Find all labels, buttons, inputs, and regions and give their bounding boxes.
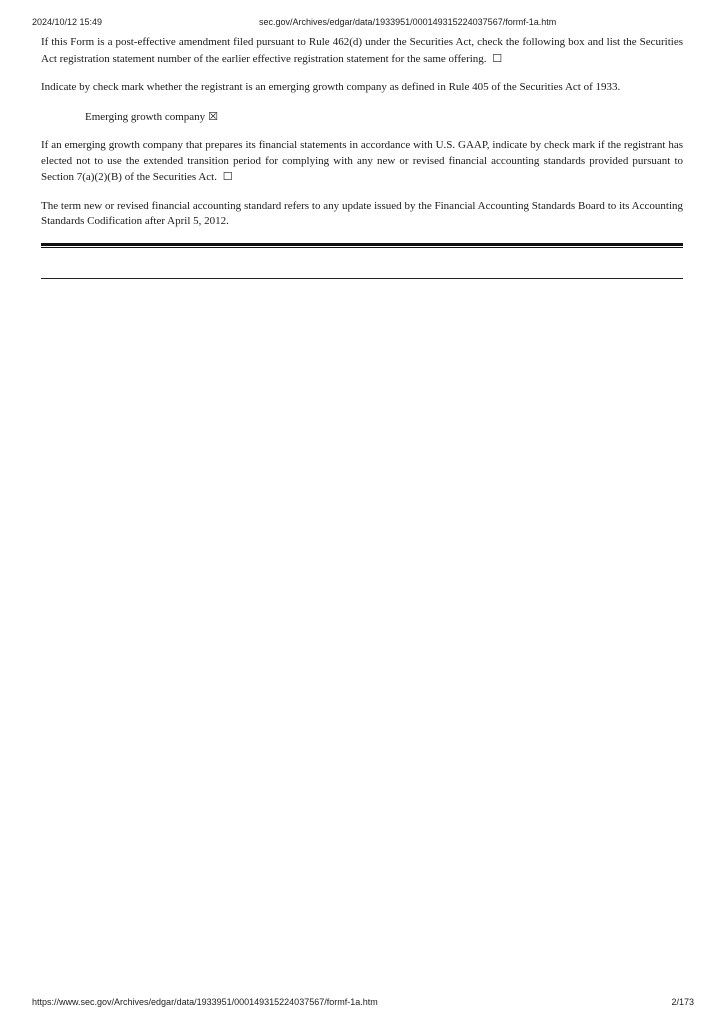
- section-divider-thick-underline: [41, 247, 683, 248]
- section-divider-thin: [41, 278, 683, 279]
- rule-462d-paragraph: [41, 35, 683, 67]
- gaap-paragraph: [41, 138, 683, 186]
- gaap-text: If an emerging growth company that prepares its financial statements in accordance with U.S. GAAP, indicate by check mark if the registrant has elected not to use the extended transition period for complying with any new or revised financial accounting standards provided pursuant to Section 7(a)(2)(B) of the Securities Act.: [41, 139, 683, 183]
- print-footer-url: https://www.sec.gov/Archives/edgar/data/1933951/000149315224037567/formf-1a.htm: [32, 997, 378, 1007]
- gaap-checkbox[interactable]: ☐: [222, 170, 233, 183]
- egc-label: Emerging growth company: [85, 110, 206, 123]
- print-timestamp: 2024/10/12 15:49: [32, 17, 103, 27]
- document-body: [41, 35, 683, 230]
- section-divider-thick: [41, 243, 683, 246]
- egc-line: [41, 109, 683, 126]
- egc-checkbox[interactable]: ☒: [208, 109, 219, 123]
- definition-paragraph: The term new or revised financial accounting standard refers to any update issued by the Financial Accounting Standards Board to its Accounting Standards Codification after April 5, 2012.: [41, 199, 683, 227]
- egc-intro-paragraph: Indicate by check mark whether the registrant is an emerging growth company as defined in Rule 405 of the Securities Act of 1933.: [41, 81, 621, 93]
- rule-462d-text: If this Form is a post-effective amendment filed pursuant to Rule 462(d) under the Securities Act, check the following box and list the Securities Act registration statement number of the earlier effective registration statement for the same offering.: [41, 36, 683, 65]
- print-header-url: sec.gov/Archives/edgar/data/1933951/000149315224037567/formf-1a.htm: [259, 17, 557, 27]
- rule-462d-checkbox[interactable]: ☐: [492, 51, 503, 65]
- page-number: 2/173: [671, 997, 694, 1007]
